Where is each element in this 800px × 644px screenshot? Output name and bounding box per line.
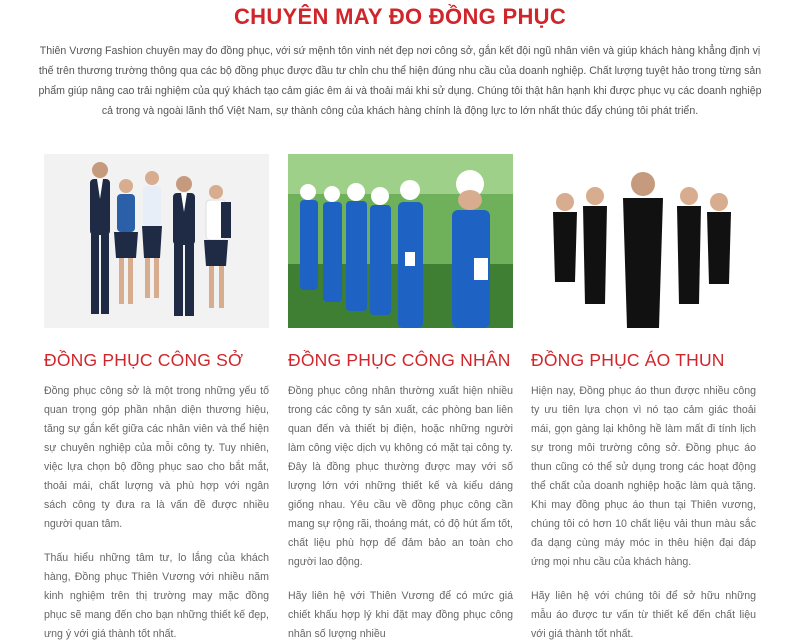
page-title: CHUYÊN MAY ĐO ĐỒNG PHỤC (233, 4, 567, 29)
paragraph: Hiện nay, Đồng phục áo thun được nhiều công ty ưu tiên lựa chọn vì nó tạo cảm giác thoải mái, gọn gàng lại không hề làm mất đi tính lịch sự trong môi trường công sở. Đồng phục áo thun cũng có thể sử dụng trong các hoạt động thể chất của doanh nghiệp hoặc làm quà tặng. Khi may đồng phục áo thun tại Thiên vương, chúng tôi có hơn 10 chất liệu vải thun màu sắc đa dạng cùng máy móc in thêu hiện đại đáp ứng mọi nhu cầu của khách hàng. (531, 385, 756, 568)
paragraph: Hãy liên hệ với Thiên Vương để có mức giá chiết khấu hợp lý khi đặt may đồng phục công nhân số lượng nhiều (288, 590, 513, 640)
category-worker-uniform (288, 154, 513, 644)
paragraph: Đồng phục công nhân thường xuất hiện nhiều trong các công ty sản xuất, các phòng ban liên quan đến và thiết bị điện, hoặc những người làm công việc dịch vụ không có mặt tại công ty. Đây là đồng phục thường được may với số lượng lớn với những thiết kế và kiểu dáng giống nhau. Yêu cầu về đồng phục công cần mang sự rộng rãi, thoáng mát, có độ hút ẩm tốt, chất liệu phù hợp để đảm bảo an toàn cho người lao động. (288, 385, 513, 568)
worker-uniform-description (288, 382, 513, 644)
office-uniform-description (44, 382, 269, 644)
tshirt-uniform-photo[interactable] (531, 154, 756, 328)
worker-uniform-photo[interactable] (288, 154, 513, 328)
paragraph: Đồng phục công sở là một trong những yếu tố quan trọng góp phần nhận diện thương hiệu, tăng sự gắn kết giữa các nhân viên và thể hiện sự chuyên nghiệp của mỗi công ty. Tuy nhiên, việc lựa chọn bộ đồng phục sao cho bắt mắt, thoải mái, chất lượng và phù hợp với ngân sách công ty đưa ra là vấn đề được nhiều người quan tâm. (44, 385, 269, 530)
worker-uniform-title[interactable]: ĐỒNG PHỤC CÔNG NHÂN (288, 350, 511, 370)
paragraph: Hãy liên hệ với chúng tôi để sở hữu những mẫu áo được tư vấn từ thiết kế đến chất liệu với giá thành tốt nhất. (531, 590, 756, 640)
paragraph: Thấu hiểu những tâm tư, lo lắng của khách hàng, Đồng phục Thiên Vương với nhiều năm kinh nghiệm trên thị trường may mặc đồng phục sẽ mang đến cho bạn những thiết kế đẹp, ưng ý với giá thành tốt nhất. (44, 552, 269, 640)
category-office-uniform (44, 154, 269, 644)
category-tshirt-uniform (531, 154, 756, 644)
office-uniform-title[interactable]: ĐỒNG PHỤC CÔNG SỞ (44, 350, 244, 370)
tshirt-uniform-description (531, 382, 756, 644)
office-uniform-photo[interactable] (44, 154, 269, 328)
intro-text: Thiên Vương Fashion chuyên may đo đồng phục, với sứ mệnh tôn vinh nét đẹp nơi công sở, gắn kết đội ngũ nhân viên và giúp khách hàng khẳng định vị thế trên thương trường thông qua các bộ đồng phục được đầu tư chỉn chu thể hiện đúng nhu cầu của doanh nghiệp. Chất lượng tuyệt hảo trong từng sản phẩm giúp nâng cao trải nghiệm của quý khách tạo cảm giác êm ái và thoải mái khi sử dụng. Chúng tôi thật hân hạnh khi được phục vụ các doanh nghiệp cả trong và ngoài lãnh thổ Việt Nam, sự thành công của khách hàng chính là động lực to lớn nhất thúc đẩy chúng tôi phát triển. (38, 45, 762, 117)
tshirt-uniform-title[interactable]: ĐỒNG PHỤC ÁO THUN (531, 350, 725, 370)
